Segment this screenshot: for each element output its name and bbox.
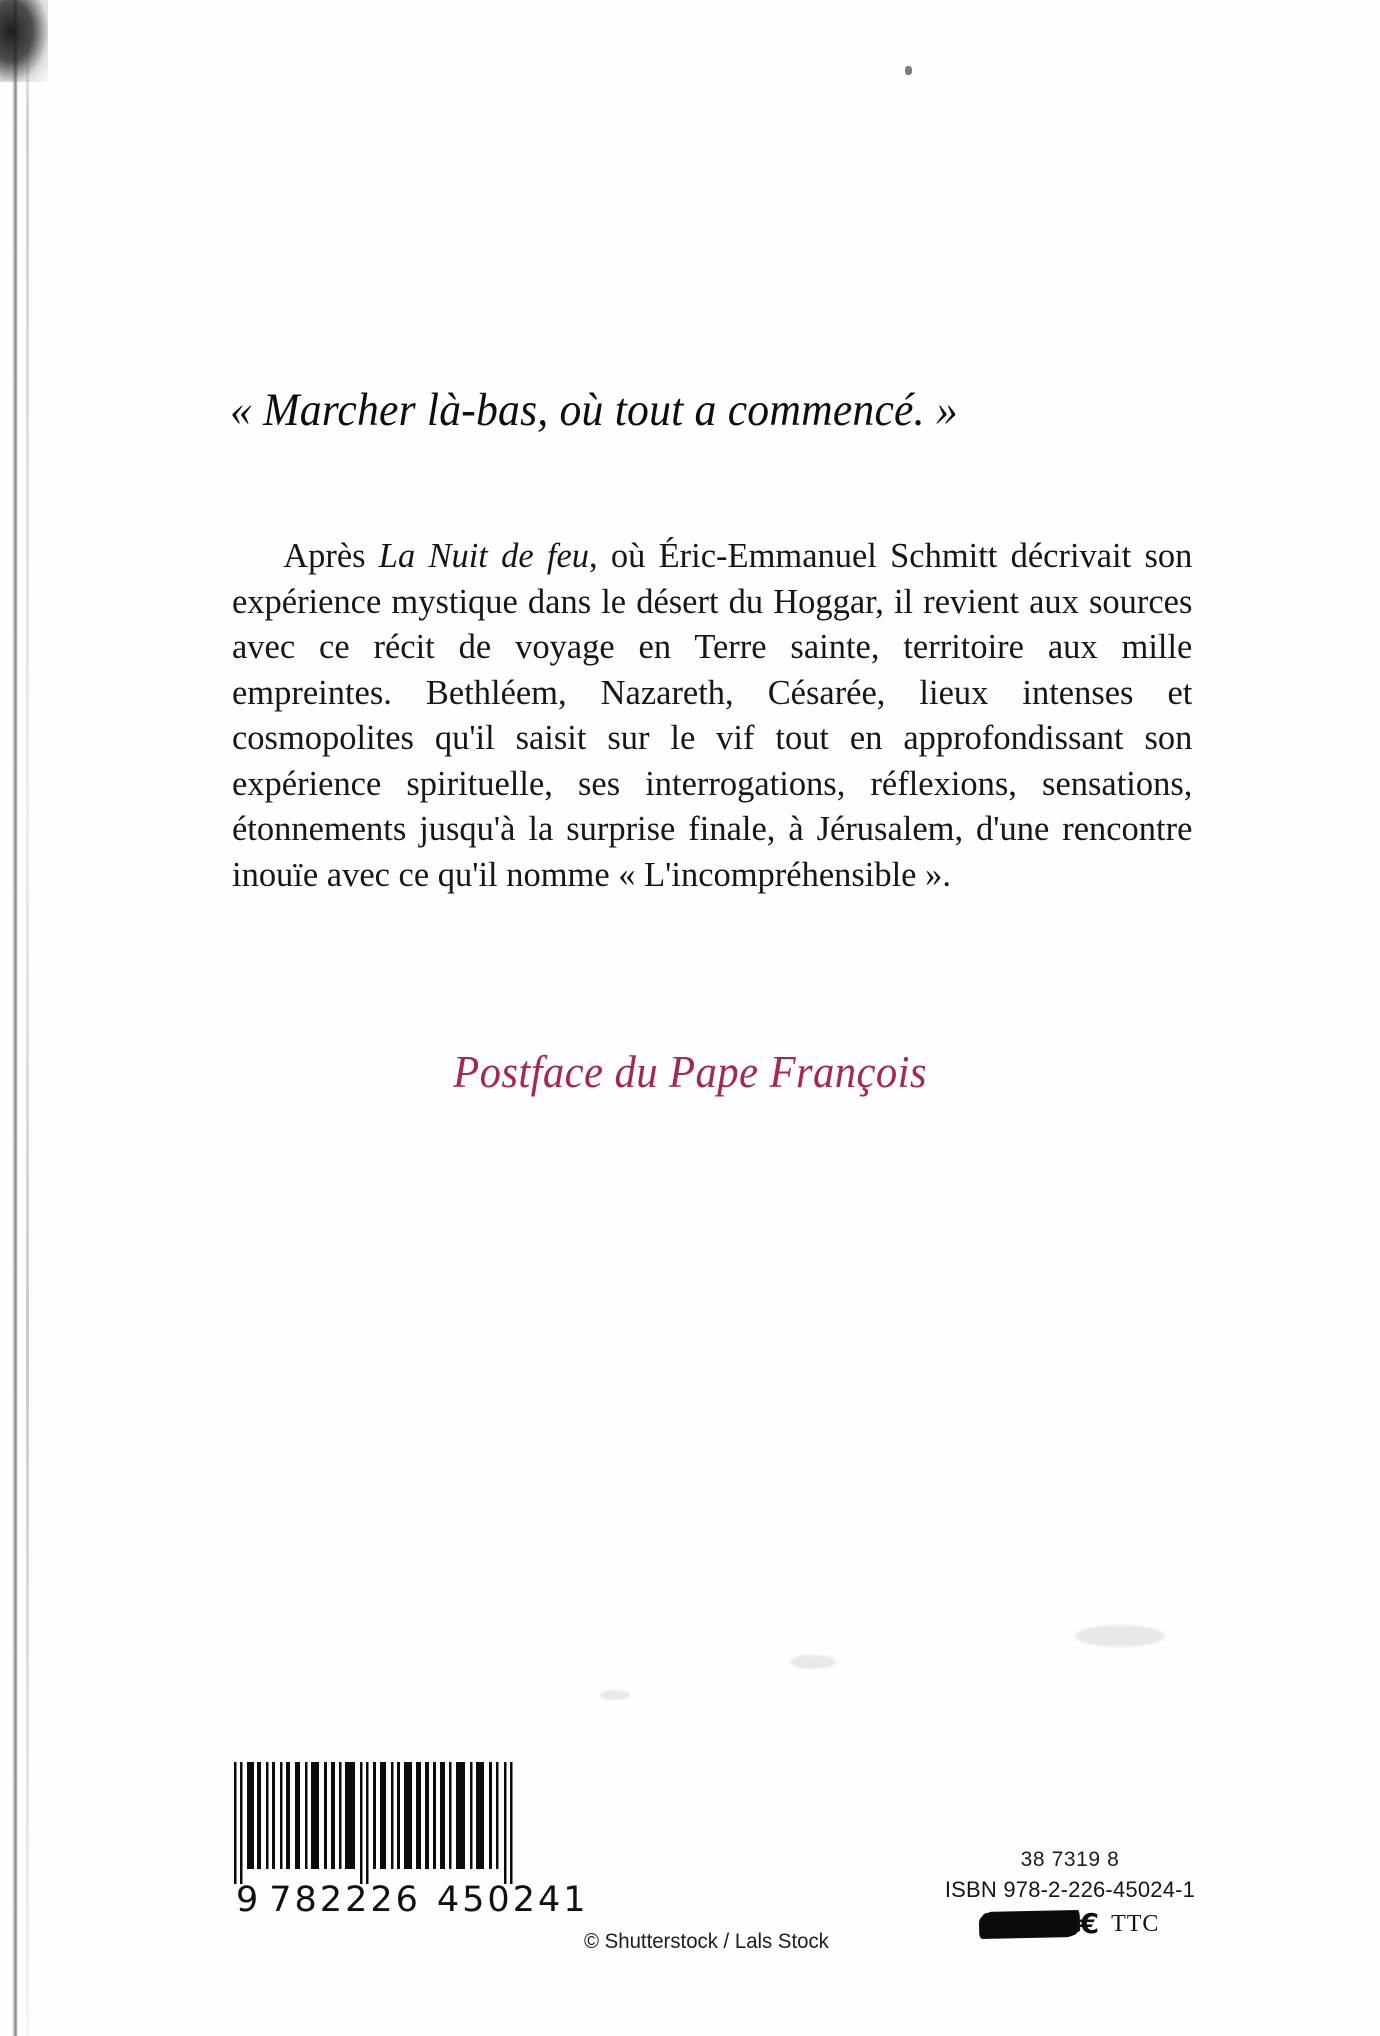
barcode-group-right: 450241	[436, 1880, 589, 1920]
photo-credit: © Shutterstock / Lals Stock	[584, 1930, 829, 1953]
isbn-number: ISBN 978-2-226-45024-1	[944, 1877, 1196, 1902]
postface-credit: Postface du Pape François	[453, 1047, 927, 1097]
blurb-paragraph	[232, 533, 1192, 897]
spine-edge-artifact	[12, 0, 19, 2036]
tax-label: TTC	[1111, 1911, 1160, 1937]
barcode-lead-digit: 9	[236, 1880, 262, 1920]
book-title-reference: La Nuit de feu	[378, 536, 590, 575]
price-row	[880, 1907, 1260, 1940]
scan-smudge	[790, 1655, 836, 1669]
scan-speck	[905, 66, 912, 75]
headline-quote: « Marcher là-bas, où tout a commencé. »	[230, 384, 958, 436]
spine-edge-secondary-artifact	[26, 0, 29, 2036]
isbn-price-block	[880, 1848, 1260, 1938]
publisher-reference: 38 7319 8	[1020, 1848, 1120, 1871]
euro-symbol: €	[1079, 1907, 1100, 1940]
corner-smudge-artifact	[0, 0, 48, 82]
scan-smudge	[600, 1690, 630, 1700]
barcode-block	[232, 1762, 589, 1920]
price-redaction-mark	[980, 1910, 1077, 1937]
blurb-part-one: Après	[283, 536, 379, 575]
barcode-image	[232, 1762, 532, 1884]
barcode-digits	[232, 1880, 589, 1920]
blurb-part-two: , où Éric-Emmanuel Schmitt décrivait son expérience mystique dans le désert du Hoggar, il revient aux sources avec ce récit de voyage en Terre sainte, territoire aux mille empreintes. Bethléem, Nazareth, Césarée, lieux intenses et cosmopolites qu'il saisit sur le vif tout en approfondissant son expérience spirituelle, ses interrogations, réflexions, sensations, étonnements jusqu'à la surprise finale, à Jérusalem, d'une rencontre inouïe avec ce qu'il nomme « L'incompréhensible ».	[232, 536, 1193, 894]
barcode-group-left: 782226	[269, 1880, 421, 1920]
scan-smudge	[1075, 1625, 1165, 1647]
